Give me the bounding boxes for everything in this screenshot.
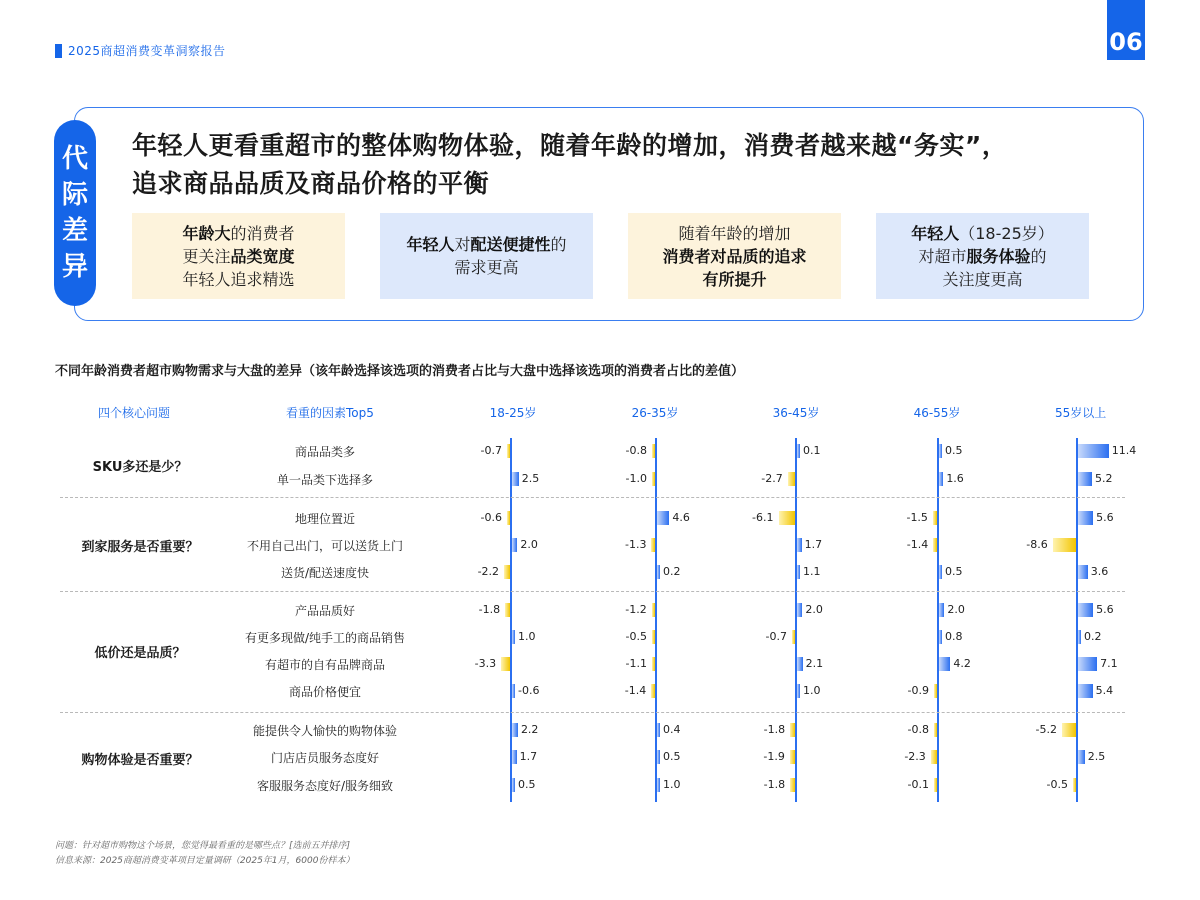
column-header-age-group: 26-35岁	[631, 406, 679, 420]
tag-char: 际	[61, 180, 88, 210]
bar-mark	[1078, 444, 1109, 458]
card-line	[911, 222, 1054, 245]
factor-label: 地理位置近	[294, 512, 355, 526]
card-text: 的	[1030, 246, 1047, 266]
bar-mark	[657, 723, 660, 737]
data-label: 2.1	[805, 657, 824, 670]
data-label: 2.0	[947, 603, 965, 616]
card-line	[702, 268, 766, 291]
question-label: 购物体验是否重要？	[81, 752, 199, 768]
bar-mark	[512, 750, 517, 764]
bar-mark	[1078, 750, 1085, 764]
data-label: 5.6	[1096, 511, 1114, 524]
bar-mark	[939, 444, 942, 458]
header-marker	[55, 44, 62, 58]
factor-label: 产品品质好	[294, 604, 355, 618]
bar-mark	[652, 444, 655, 458]
bar-mark	[1078, 472, 1092, 486]
factor-label: 不用自己出门，可以送货上门	[246, 539, 403, 553]
data-label: -8.6	[1026, 538, 1048, 551]
data-label: 1.7	[804, 538, 823, 551]
card-line	[182, 222, 294, 245]
data-label: 11.4	[1111, 444, 1137, 457]
bar-mark	[512, 538, 517, 552]
page-number: 06	[1107, 0, 1145, 60]
bar-mark	[1078, 657, 1097, 671]
data-label: 5.2	[1095, 472, 1113, 485]
data-label: 0.8	[945, 630, 963, 643]
data-label: 0.2	[663, 565, 681, 578]
bar-mark	[504, 565, 510, 579]
tag-char: 代	[61, 144, 88, 174]
data-label: -0.7	[480, 444, 502, 457]
data-label: -1.2	[625, 603, 647, 616]
card-line	[662, 245, 806, 268]
card-line	[182, 245, 294, 268]
card-text: 年轻人追求精选	[182, 269, 295, 289]
card-emphasis: 年轻人	[406, 235, 455, 254]
bar-mark	[657, 750, 660, 764]
card-text: 对	[454, 235, 471, 254]
data-label: -0.8	[625, 444, 647, 457]
zero-axis	[937, 438, 939, 802]
question-label: 到家服务是否重要？	[81, 540, 199, 555]
data-label: 1.0	[518, 630, 536, 643]
bar-mark	[657, 511, 669, 525]
bar-mark	[939, 472, 943, 486]
bar-mark	[512, 723, 518, 737]
card-text: 需求更高	[454, 258, 519, 277]
bar-mark	[934, 778, 937, 792]
factor-label: 门店店员服务态度好	[270, 751, 379, 765]
column-header-age-group: 46-55岁	[913, 406, 961, 420]
bar-mark	[657, 565, 660, 579]
bar-mark	[939, 603, 944, 617]
data-label: -0.5	[1046, 778, 1068, 791]
data-label: 3.6	[1090, 565, 1109, 578]
data-label: -2.7	[761, 472, 783, 485]
bar-mark	[652, 630, 655, 644]
bar-mark	[788, 472, 795, 486]
card-emphasis: 服务体验	[966, 246, 1031, 266]
card-line	[942, 268, 1022, 291]
bar-mark	[651, 538, 655, 552]
bar-mark	[790, 723, 795, 737]
data-label: -1.9	[763, 750, 785, 763]
question-note: 问题：针对超市购物这个场景，您觉得最看重的是哪些点？[选前五并排序]	[55, 841, 351, 851]
bar-mark	[797, 603, 802, 617]
bar-mark	[797, 444, 800, 458]
bar-mark	[797, 565, 800, 579]
bar-mark	[501, 657, 510, 671]
bar-mark	[512, 472, 519, 486]
bar-mark	[507, 511, 510, 525]
data-label: -6.1	[752, 511, 774, 524]
bar-mark	[512, 684, 515, 698]
data-label: 0.5	[663, 750, 681, 763]
insight-card	[380, 213, 593, 299]
chart-title: 不同年龄消费者超市购物需求与大盘的差异（该年龄选择该选项的消费者占比与大盘中选择该选项的消费者占比的差值）	[55, 364, 745, 379]
card-text: 的消费者	[230, 223, 295, 243]
tag-char: 异	[61, 252, 88, 282]
data-label: -2.2	[477, 565, 500, 578]
bar-mark	[933, 511, 937, 525]
data-label: -0.8	[907, 723, 929, 736]
bar-mark	[1078, 565, 1088, 579]
question-label: SKU多还是少？	[92, 460, 188, 475]
factor-label: 单一品类下选择多	[276, 473, 373, 487]
data-label: -1.0	[625, 472, 647, 485]
card-text: （18-25岁）	[959, 223, 1054, 243]
bar-mark	[797, 684, 800, 698]
data-label: 4.2	[953, 657, 971, 670]
bar-mark	[939, 630, 942, 644]
card-line	[678, 222, 790, 245]
data-label: 5.4	[1095, 684, 1114, 697]
bar-mark	[657, 778, 660, 792]
factor-label: 客服服务态度好/服务细致	[256, 779, 394, 793]
factor-label: 能提供令人愉快的购物体验	[252, 724, 397, 738]
card-emphasis: 有所提升	[702, 269, 767, 289]
bar-mark	[934, 684, 937, 698]
card-text: 的	[550, 235, 567, 254]
bar-mark	[1078, 511, 1093, 525]
headline-line-2: 追求商品品质及商品价格的平衡	[132, 169, 490, 198]
card-text: 随着年龄的增加	[678, 223, 791, 243]
bar-mark	[939, 657, 950, 671]
bar-mark	[1078, 630, 1081, 644]
bar-mark	[934, 723, 937, 737]
card-emphasis: 年龄大	[182, 223, 231, 243]
data-label: -1.1	[625, 657, 647, 670]
zero-axis	[655, 438, 657, 802]
data-label: -1.4	[624, 684, 647, 697]
data-label: 2.5	[521, 472, 540, 485]
column-header-question: 四个核心问题	[98, 406, 171, 420]
bar-mark	[1078, 684, 1093, 698]
bar-mark	[779, 511, 795, 525]
source-note: 信息来源：2025商超消费变革项目定量调研（2025年1月，6000份样本）	[55, 856, 355, 866]
data-label: -3.3	[474, 657, 497, 670]
bar-mark	[931, 750, 937, 764]
data-label: 1.6	[946, 472, 964, 485]
data-label: 0.5	[518, 778, 536, 791]
data-label: 0.5	[945, 565, 963, 578]
factor-label: 有更多现做/纯手工的商品销售	[244, 631, 406, 645]
column-header-age-group: 36-45岁	[772, 406, 820, 420]
data-label: -0.6	[480, 511, 502, 524]
data-label: -1.8	[763, 723, 786, 736]
bar-mark	[1053, 538, 1076, 552]
data-label: -2.3	[904, 750, 926, 763]
data-label: -1.3	[625, 538, 647, 551]
factor-label: 商品品类多	[294, 445, 355, 459]
bar-mark	[507, 444, 510, 458]
bar-mark	[1062, 723, 1076, 737]
data-label: -1.8	[763, 778, 786, 791]
bar-mark	[651, 684, 655, 698]
question-label: 低价还是品质？	[94, 645, 186, 661]
card-line	[918, 245, 1046, 268]
card-emphasis: 消费者对品质的追求	[662, 246, 807, 266]
column-header-factor: 看重的因素Top5	[286, 406, 374, 420]
tag-char: 差	[61, 216, 88, 246]
data-label: 1.1	[803, 565, 821, 578]
zero-axis	[795, 438, 797, 802]
card-line	[182, 268, 294, 291]
data-label: -1.4	[906, 538, 929, 551]
data-label: -0.5	[625, 630, 647, 643]
card-emphasis: 配送便捷性	[470, 235, 551, 254]
zero-axis	[1076, 438, 1078, 802]
data-label: 7.1	[1100, 657, 1118, 670]
data-label: 4.6	[672, 511, 690, 524]
bar-mark	[939, 565, 942, 579]
data-label: -5.2	[1035, 723, 1057, 736]
bar-mark	[652, 603, 655, 617]
bar-mark	[790, 750, 795, 764]
group-separator	[60, 591, 1125, 592]
factor-label: 有超市的自有品牌商品	[264, 658, 385, 672]
data-label: 1.0	[663, 778, 681, 791]
card-text: 关注度更高	[942, 269, 1023, 289]
data-label: 2.2	[520, 723, 539, 736]
bar-mark	[505, 603, 510, 617]
data-label: 2.0	[520, 538, 538, 551]
headline-line-1: 年轻人更看重超市的整体购物体验，随着年龄的增加，消费者越来越“务实”，	[132, 131, 1008, 160]
data-label: -0.6	[518, 684, 540, 697]
column-header-age-group: 55岁以上	[1055, 406, 1107, 420]
insight-card	[132, 213, 345, 299]
insight-card	[876, 213, 1089, 299]
column-header-age-group: 18-25岁	[489, 406, 537, 420]
zero-axis	[510, 438, 512, 802]
bar-mark	[652, 472, 655, 486]
data-label: 2.5	[1087, 750, 1106, 763]
data-label: 0.2	[1084, 630, 1102, 643]
card-text: 更关注	[182, 246, 231, 266]
generational-difference-tag	[54, 120, 96, 306]
bar-mark	[790, 778, 795, 792]
bar-mark	[1073, 778, 1076, 792]
bar-mark	[797, 657, 803, 671]
bar-mark	[1078, 603, 1093, 617]
data-label: -1.5	[906, 511, 928, 524]
data-label: -0.1	[907, 778, 929, 791]
bar-mark	[652, 657, 655, 671]
card-emphasis: 品类宽度	[230, 246, 295, 266]
card-line	[454, 256, 518, 279]
data-label: 0.1	[803, 444, 821, 457]
data-label: -1.8	[478, 603, 501, 616]
insight-card	[628, 213, 841, 299]
card-line	[406, 233, 566, 256]
data-label: 0.4	[663, 723, 681, 736]
group-separator	[60, 497, 1125, 498]
card-text: 对超市	[918, 246, 967, 266]
report-title: 2025商超消费变革洞察报告	[68, 44, 226, 58]
data-label: 2.0	[805, 603, 823, 616]
group-separator	[60, 712, 1125, 713]
data-label: 1.7	[519, 750, 538, 763]
data-label: 1.0	[803, 684, 821, 697]
bar-mark	[512, 630, 515, 644]
headline	[132, 127, 1122, 203]
data-label: -0.9	[907, 684, 929, 697]
bar-mark	[797, 538, 802, 552]
card-emphasis: 年轻人	[911, 223, 960, 243]
factor-label: 商品价格便宜	[288, 685, 361, 699]
data-label: 5.6	[1096, 603, 1114, 616]
factor-label: 送货/配送速度快	[280, 566, 370, 580]
data-label: -0.7	[765, 630, 787, 643]
bar-mark	[512, 778, 515, 792]
bar-mark	[792, 630, 795, 644]
bar-mark	[933, 538, 937, 552]
data-label: 0.5	[945, 444, 963, 457]
